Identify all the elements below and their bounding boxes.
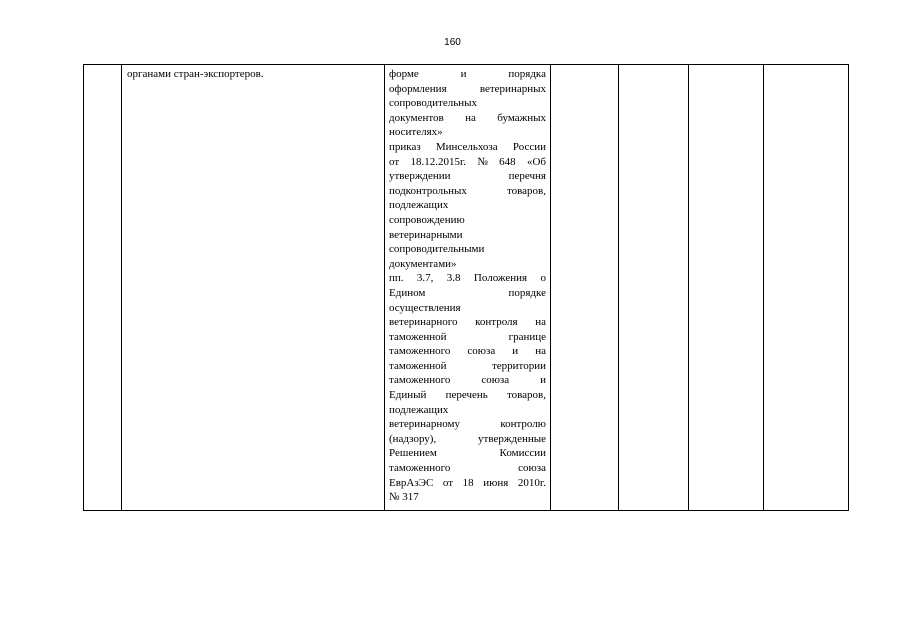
legal-acts-line: носителях» bbox=[389, 126, 443, 139]
legal-acts-line: подлежащих bbox=[389, 199, 449, 212]
legal-acts-line: таможенной территории bbox=[389, 359, 546, 372]
legal-acts-line: оформления ветеринарных bbox=[389, 82, 546, 95]
legal-acts-line: форме и порядка bbox=[389, 68, 546, 80]
legal-acts-line: приказ Минсельхоза России bbox=[389, 140, 546, 153]
legal-acts-line: Единый перечень товаров, bbox=[389, 389, 546, 402]
legal-acts-line: утверждении перечня bbox=[389, 170, 546, 183]
legal-acts-line: пп. 3.7, 3.8 Положения о bbox=[389, 272, 546, 285]
legal-acts-line: сопроводительных bbox=[389, 97, 478, 110]
legal-acts-text bbox=[385, 65, 550, 505]
legal-acts-line: (надзору), утвержденные bbox=[389, 432, 546, 445]
authority-text: органами стран-экспортеров. bbox=[127, 68, 264, 80]
legal-acts-line: подконтрольных товаров, bbox=[389, 184, 546, 197]
legal-acts-line: документами» bbox=[389, 257, 457, 270]
legal-acts-line: ветеринарному контролю bbox=[389, 418, 546, 431]
legal-acts-line: таможенного союза и bbox=[389, 374, 546, 387]
table-cell-empty-3 bbox=[689, 65, 764, 511]
legal-acts-line: Решением Комиссии bbox=[389, 447, 546, 460]
legal-acts-line: таможенного союза bbox=[389, 462, 546, 475]
table-cell-empty-1 bbox=[551, 65, 619, 511]
legal-acts-line: таможенной границе bbox=[389, 330, 546, 343]
legal-acts-line: подлежащих bbox=[389, 403, 449, 416]
legal-acts-line: ветеринарными bbox=[389, 228, 463, 241]
table-cell-authority bbox=[122, 65, 385, 511]
table-cell-empty-2 bbox=[619, 65, 689, 511]
table-cell-empty-4 bbox=[764, 65, 849, 511]
legal-acts-line: сопроводительными bbox=[389, 243, 485, 256]
legal-acts-line: сопровождению bbox=[389, 213, 465, 226]
table-cell-index bbox=[84, 65, 122, 511]
legal-acts-line: Едином порядке bbox=[389, 286, 546, 299]
legal-acts-line: документов на бумажных bbox=[389, 111, 546, 124]
table-row bbox=[84, 65, 849, 511]
legal-acts-line: ветеринарного контроля на bbox=[389, 316, 546, 329]
legal-acts-line: от 18.12.2015г. № 648 «Об bbox=[389, 155, 546, 168]
legal-acts-line: таможенного союза и на bbox=[389, 345, 546, 358]
table-cell-legal-acts bbox=[385, 65, 551, 511]
page-number: 160 bbox=[444, 37, 461, 48]
legal-acts-line: № 317 bbox=[389, 491, 419, 504]
legal-acts-line: осуществления bbox=[389, 301, 461, 314]
legal-acts-line: ЕврАзЭС от 18 июня 2010г. bbox=[389, 476, 546, 489]
document-table bbox=[83, 64, 849, 511]
